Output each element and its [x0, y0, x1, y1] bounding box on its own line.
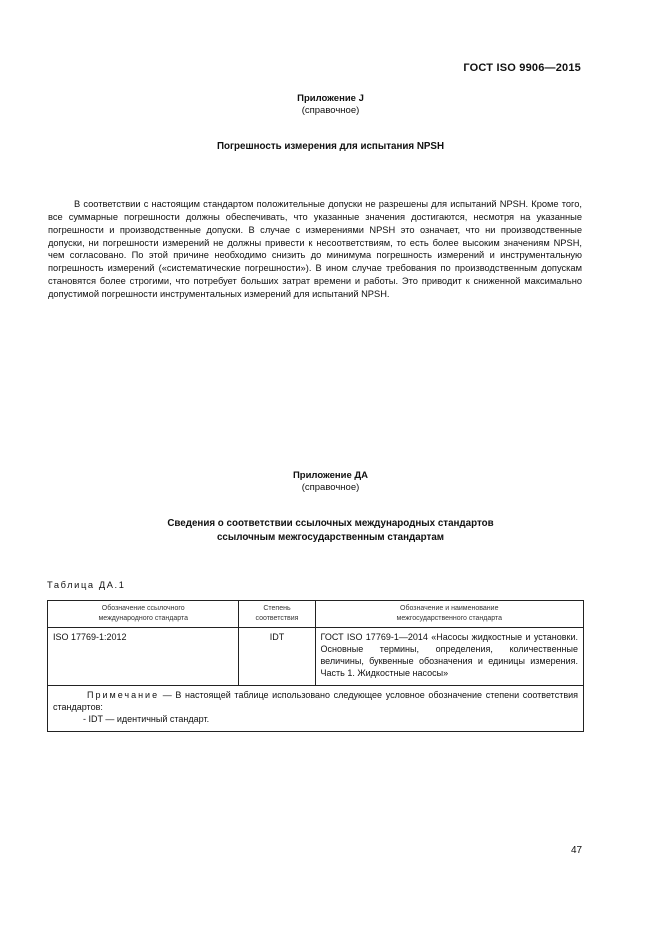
correspondence-table — [47, 600, 584, 732]
appendix-da-title: Приложение ДА — [292, 470, 369, 481]
table-header-row — [48, 601, 584, 628]
appendix-da-header — [0, 470, 661, 494]
appendix-j-header — [0, 93, 661, 117]
cell-interstate-standard: ГОСТ ISO 17769-1—2014 «Насосы жидкостные и установки. Основные термины, определения, количественные величины, буквенные обозначения и единицы измерения. Часть 1. Жидкостные насосы» — [315, 628, 584, 686]
table-caption: Таблица ДА.1 — [47, 580, 126, 590]
table-note-row — [48, 686, 584, 732]
page-number: 47 — [571, 845, 583, 856]
header-international-standard: Обозначение ссылочного международного стандарта — [48, 601, 239, 628]
note-label: Примечание — [87, 690, 160, 700]
appendix-j-heading: Погрешность измерения для испытания NPSH — [216, 141, 445, 152]
note-text: — В настоящей таблице использовано следующее условное обозначение степени соответствия стандартов: — [53, 690, 578, 712]
appendix-da-subtitle: (справочное) — [301, 482, 360, 493]
appendix-da-heading-line2: ссылочным межгосударственным стандартам — [216, 532, 445, 543]
note-item: - IDT — идентичный стандарт. — [83, 714, 210, 724]
document-header: ГОСТ ISO 9906—2015 — [463, 62, 581, 74]
appendix-j-title: Приложение J — [297, 93, 364, 104]
table-note — [48, 686, 584, 732]
appendix-j-subtitle: (справочное) — [301, 105, 360, 116]
cell-international-standard: ISO 17769-1:2012 — [48, 628, 239, 686]
appendix-j-paragraph: В соответствии с настоящим стандартом положительные допуски не разрешены для испытаний NPSH. Кроме того, все суммарные погрешности должны обеспечивать, что указанные значения достигаются, несмотря на указанные погрешности и производственные допуски. В случае с измерениями NPSH это означает, что ни производственные допуски, ни погрешности измерений не должны привести к несоответствиям, то есть более высоким значениям NPSH, чем согласовано. По этой причине необходимо снизить до минимума погрешность измерений и инструментальную погрешность измерений («систематические погрешности»). В ином случае требования по производственным допускам становятся более строгими, что потребует больших затрат времени и работы. Это приводит к сниженной максимально допустимой погрешности инструментальных измерений для испытаний NPSH. — [48, 199, 582, 299]
appendix-da-heading — [0, 517, 661, 545]
appendix-da-heading-line1: Сведения о соответствии ссылочных международных стандартов — [167, 518, 494, 529]
table-row — [48, 628, 584, 686]
header-degree: Степень соответствия — [239, 601, 315, 628]
cell-degree: IDT — [239, 628, 315, 686]
header-interstate-standard: Обозначение и наименование межгосударственного стандарта — [315, 601, 584, 628]
